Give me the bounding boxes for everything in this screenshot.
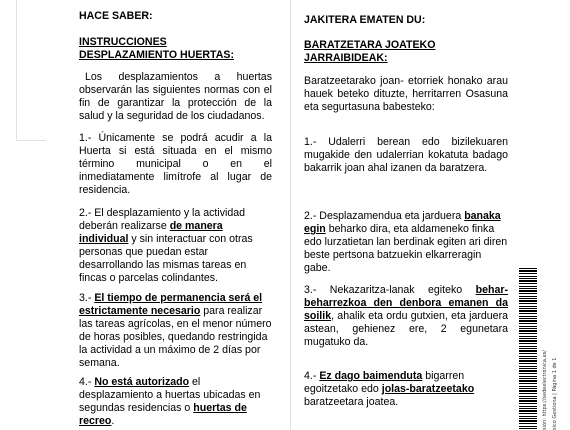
subtitle-line-1: BARATZETARA JOATEKO xyxy=(304,39,436,51)
subtitle-line-2: JARRAIBIDEAK: xyxy=(304,52,388,64)
subtitle-line-2: DESPLAZAMIENTO HUERTAS: xyxy=(79,49,234,61)
page-footer-text: sico Gestiona | Página 1 de 1 xyxy=(552,357,558,430)
heading: HACE SABER: xyxy=(79,10,153,22)
margin-tick-line xyxy=(16,140,46,141)
left-margin-line xyxy=(16,0,17,140)
subtitle-line-1: INSTRUCCIONES xyxy=(79,36,167,48)
verification-url-text: sión: https://sedeelectronica.es/ xyxy=(542,350,548,430)
barcode-icon xyxy=(519,268,537,430)
intro-paragraph: Los desplazamientos a huertas observarán las siguientes normas con el fin de garantizar la protección de la salud y la seguridad de los ciudadanos. xyxy=(79,71,272,122)
rule-item-1: 1.- Udalerri berean edo bizilekuaren mugakide den udalerrian kokatuta badago bakarrik joan ahal izanen da baratzera. xyxy=(304,136,508,174)
intro-paragraph: Baratzeetarako joan- etorriek honako arau hauek beteko dituzte, herritarren Osasuna eta segurtasuna babesteko: xyxy=(304,75,508,113)
verification-strip xyxy=(519,268,570,430)
column-divider xyxy=(290,0,291,430)
rule-item-4: 4.- No está autorizado el desplazamiento a huertas ubicadas en segundas residencias o huertas de recreo. xyxy=(79,376,261,427)
rule-item-3: 3.- El tiempo de permanencia será el estrictamente necesario para realizar las tareas agrícolas, en el menor número de horas posibles, quedando restringida la actividad a un máximo de 2 días por semana. xyxy=(79,292,272,369)
rule-item-4: 4.- Ez dago baimenduta bigarren egoitzetako edo jolas-baratzeetako baratzeetara joatea. xyxy=(304,370,475,408)
rule-item-2: 2.- Desplazamendua eta jarduera banaka egin beharko dira, eta aldameneko finka edo lurzatietan lan berdinak egiten ari diren beste pertsona batzuekin elkarreragin gabe. xyxy=(304,210,508,274)
rule-item-2: 2.- El desplazamiento y la actividad deberán realizarse de manera individual y sin interactuar con otras personas que puedan estar desarrollando las mismas tareas en fincas o parcelas colindantes. xyxy=(79,207,253,284)
rule-item-3: 3.- Nekazaritza-lanak egiteko behar-beharrezkoa den denbora emanen da soilik, ahalik eta ordu gutxien, eta jarduera astean, gehienez ere, 2 egunetara mugatuko da. xyxy=(304,284,508,348)
rule-item-1: 1.- Únicamente se podrá acudir a la Huerta si está situada en el mismo término municipal o en el inmediatamente limítrofe al lugar de residencia. xyxy=(79,132,272,196)
heading: JAKITERA EMATEN DU: xyxy=(304,14,426,26)
